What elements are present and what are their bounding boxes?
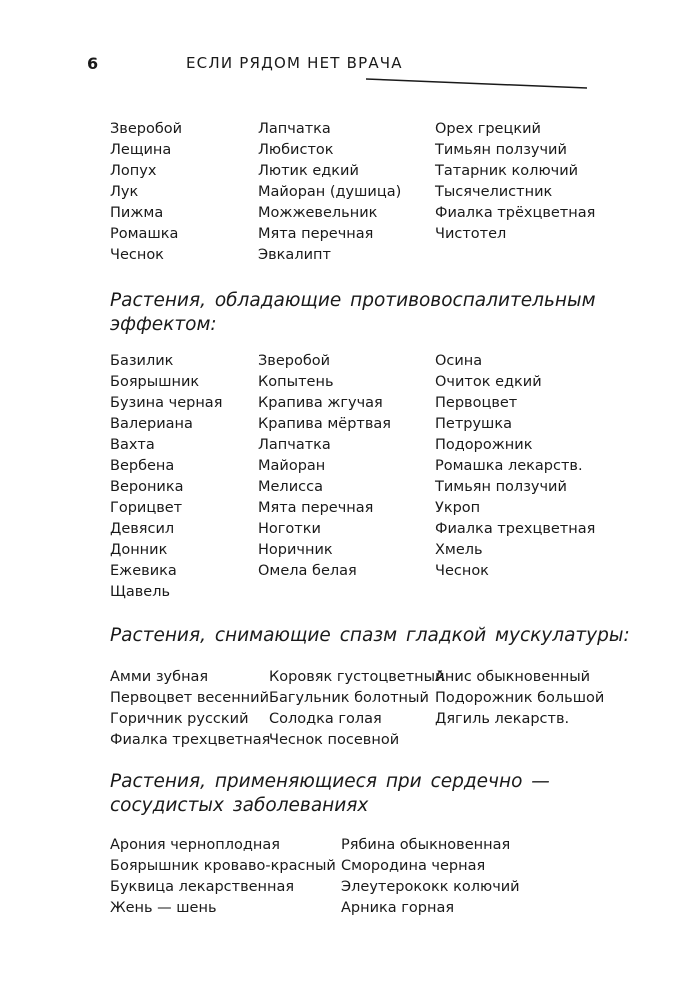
section3-col1 bbox=[110, 667, 270, 751]
plant-name: Подорожник bbox=[435, 437, 533, 453]
plant-name: Солодка голая bbox=[269, 711, 382, 727]
page-number: 6 bbox=[87, 54, 99, 73]
plant-name: Лещина bbox=[110, 142, 172, 158]
plant-name: Лапчатка bbox=[258, 437, 331, 453]
plant-name: Арника горная bbox=[341, 900, 455, 916]
plant-name: Чеснок bbox=[435, 563, 489, 579]
section4-heading-line1: Растения, применяющиеся при сердечно — bbox=[110, 771, 550, 792]
plant-name: Боярышник кроваво-красный bbox=[110, 858, 336, 874]
plant-name: Зверобой bbox=[258, 353, 331, 369]
section3-col2 bbox=[269, 667, 445, 751]
plant-name: Багульник болотный bbox=[269, 690, 429, 706]
plant-name: Копытень bbox=[258, 374, 334, 390]
plant-name: Очиток едкий bbox=[435, 374, 542, 390]
plant-name: Пижма bbox=[110, 205, 164, 221]
section2-col2 bbox=[258, 351, 391, 582]
section2-heading-line1: Растения, обладающие противовоспалительным bbox=[110, 290, 596, 311]
section3-col3 bbox=[435, 667, 604, 730]
plant-name: Горицвет bbox=[110, 500, 183, 516]
plant-name: Петрушка bbox=[435, 416, 512, 432]
plant-name: Мята перечная bbox=[258, 226, 374, 242]
plant-name: Тимьян ползучий bbox=[435, 142, 567, 158]
plant-name: Укроп bbox=[435, 500, 481, 516]
plant-name: Рябина обыкновенная bbox=[341, 837, 511, 853]
plant-name: Мята перечная bbox=[258, 500, 374, 516]
plant-name: Фиалка трёхцветная bbox=[435, 205, 596, 221]
plant-name: Любисток bbox=[258, 142, 334, 158]
plant-name: Чеснок посевной bbox=[269, 732, 400, 748]
section1-col3 bbox=[435, 119, 595, 245]
section2-col1 bbox=[110, 351, 222, 603]
plant-name: Ноготки bbox=[258, 521, 321, 537]
plant-name: Базилик bbox=[110, 353, 174, 369]
plant-name: Донник bbox=[110, 542, 168, 558]
section4-heading-line2: сосудистых заболеваниях bbox=[110, 795, 369, 816]
plant-name: Анис обыкновенный bbox=[435, 669, 591, 685]
plant-name: Крапива жгучая bbox=[258, 395, 383, 411]
plant-name: Майоран bbox=[258, 458, 326, 474]
plant-name: Норичник bbox=[258, 542, 333, 558]
plant-name: Можжевельник bbox=[258, 205, 378, 221]
plant-name: Чеснок bbox=[110, 247, 164, 263]
plant-name: Жень — шень bbox=[110, 900, 217, 916]
plant-name: Тысячелистник bbox=[435, 184, 553, 200]
plant-name: Орех грецкий bbox=[435, 121, 541, 137]
plant-name: Чистотел bbox=[435, 226, 507, 242]
plant-name: Боярышник bbox=[110, 374, 200, 390]
section4-col1 bbox=[110, 835, 336, 919]
plant-name: Буквица лекарственная bbox=[110, 879, 295, 895]
plant-name: Хмель bbox=[435, 542, 483, 558]
plant-name: Подорожник большой bbox=[435, 690, 605, 706]
plant-name: Лютик едкий bbox=[258, 163, 359, 179]
section1-col1 bbox=[110, 119, 182, 266]
plant-name: Элеутерококк колючий bbox=[341, 879, 520, 895]
plant-name: Лук bbox=[110, 184, 139, 200]
plant-name: Мелисса bbox=[258, 479, 323, 495]
plant-name: Первоцвет bbox=[435, 395, 518, 411]
plant-name: Лапчатка bbox=[258, 121, 331, 137]
plant-name: Ежевика bbox=[110, 563, 177, 579]
section2-heading-line2: эффектом: bbox=[110, 314, 217, 335]
plant-name: Вахта bbox=[110, 437, 155, 453]
plant-name: Фиалка трехцветная bbox=[435, 521, 596, 537]
plant-name: Омела белая bbox=[258, 563, 357, 579]
plant-name: Татарник колючий bbox=[435, 163, 579, 179]
section1-col2 bbox=[258, 119, 401, 266]
plant-name: Смородина черная bbox=[341, 858, 486, 874]
plant-name: Лопух bbox=[110, 163, 157, 179]
plant-name: Ромашка лекарств. bbox=[435, 458, 583, 474]
plant-name: Горичник русский bbox=[110, 711, 249, 727]
section2-col3 bbox=[435, 351, 595, 582]
plant-name: Арония черноплодная bbox=[110, 837, 281, 853]
plant-name: Валериана bbox=[110, 416, 193, 432]
plant-name: Майоран (душица) bbox=[258, 184, 402, 200]
section4-col2 bbox=[341, 835, 520, 919]
header-rule bbox=[366, 78, 587, 90]
plant-name: Амми зубная bbox=[110, 669, 209, 685]
running-title: ЕСЛИ РЯДОМ НЕТ ВРАЧА bbox=[186, 54, 403, 72]
plant-name: Бузина черная bbox=[110, 395, 223, 411]
plant-name: Фиалка трехцветная bbox=[110, 732, 271, 748]
plant-name: Крапива мёртвая bbox=[258, 416, 391, 432]
section3-heading: Растения, снимающие спазм гладкой мускулатуры: bbox=[110, 625, 630, 646]
plant-name: Первоцвет весенний bbox=[110, 690, 270, 706]
plant-name: Дягиль лекарств. bbox=[435, 711, 570, 727]
plant-name: Девясил bbox=[110, 521, 175, 537]
plant-name: Вероника bbox=[110, 479, 184, 495]
plant-name: Вербена bbox=[110, 458, 175, 474]
plant-name: Зверобой bbox=[110, 121, 183, 137]
plant-name: Осина bbox=[435, 353, 483, 369]
plant-name: Эвкалипт bbox=[258, 247, 331, 263]
plant-name: Щавель bbox=[110, 584, 171, 600]
plant-name: Коровяк густоцветный bbox=[269, 669, 445, 685]
plant-name: Тимьян ползучий bbox=[435, 479, 567, 495]
plant-name: Ромашка bbox=[110, 226, 179, 242]
